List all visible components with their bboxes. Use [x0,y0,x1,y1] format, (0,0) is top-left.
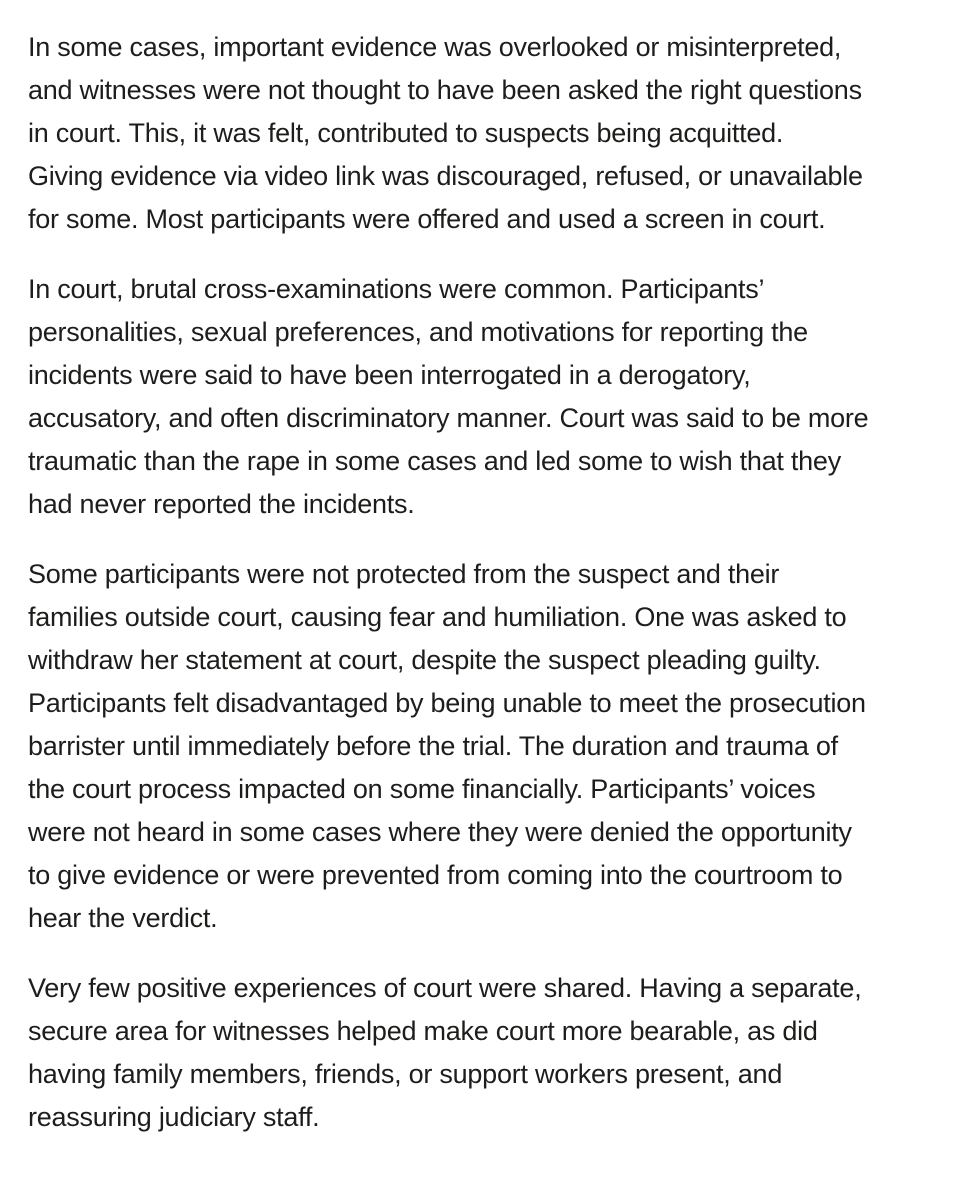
text-line: in court. This, it was felt, contributed to suspects being acquitted. [28,118,784,148]
text-line: hear the verdict. [28,903,218,933]
text-line: had never reported the incidents. [28,489,415,519]
text-line: Some participants were not protected from the suspect and their [28,559,780,589]
paragraph-evidence [28,26,958,241]
text-line: reassuring judiciary staff. [28,1102,320,1132]
document-body [28,26,958,1166]
text-line: having family members, friends, or support workers present, and [28,1059,783,1089]
text-line: Participants felt disadvantaged by being unable to meet the prosecution [28,688,866,718]
text-line: traumatic than the rape in some cases and led some to wish that they [28,446,841,476]
text-line: to give evidence or were prevented from coming into the courtroom to [28,860,843,890]
text-line: personalities, sexual preferences, and motivations for reporting the [28,317,808,347]
text-line: secure area for witnesses helped make court more bearable, as did [28,1016,818,1046]
text-line: withdraw her statement at court, despite the suspect pleading guilty. [28,645,821,675]
text-line: barrister until immediately before the trial. The duration and trauma of [28,731,838,761]
text-line: for some. Most participants were offered and used a screen in court. [28,204,826,234]
text-line: were not heard in some cases where they were denied the opportunity [28,817,852,847]
text-line: In court, brutal cross-examinations were common. Participants’ [28,274,765,304]
text-line: the court process impacted on some financially. Participants’ voices [28,774,816,804]
paragraph-protection [28,553,958,940]
text-line: accusatory, and often discriminatory manner. Court was said to be more [28,403,869,433]
paragraph-positive-experiences [28,967,958,1139]
paragraph-cross-examination [28,268,958,526]
text-line: Giving evidence via video link was discouraged, refused, or unavailable [28,161,863,191]
text-line: In some cases, important evidence was overlooked or misinterpreted, [28,32,842,62]
text-line: incidents were said to have been interrogated in a derogatory, [28,360,751,390]
text-line: Very few positive experiences of court were shared. Having a separate, [28,973,862,1003]
text-line: families outside court, causing fear and humiliation. One was asked to [28,602,847,632]
text-line: and witnesses were not thought to have been asked the right questions [28,75,862,105]
